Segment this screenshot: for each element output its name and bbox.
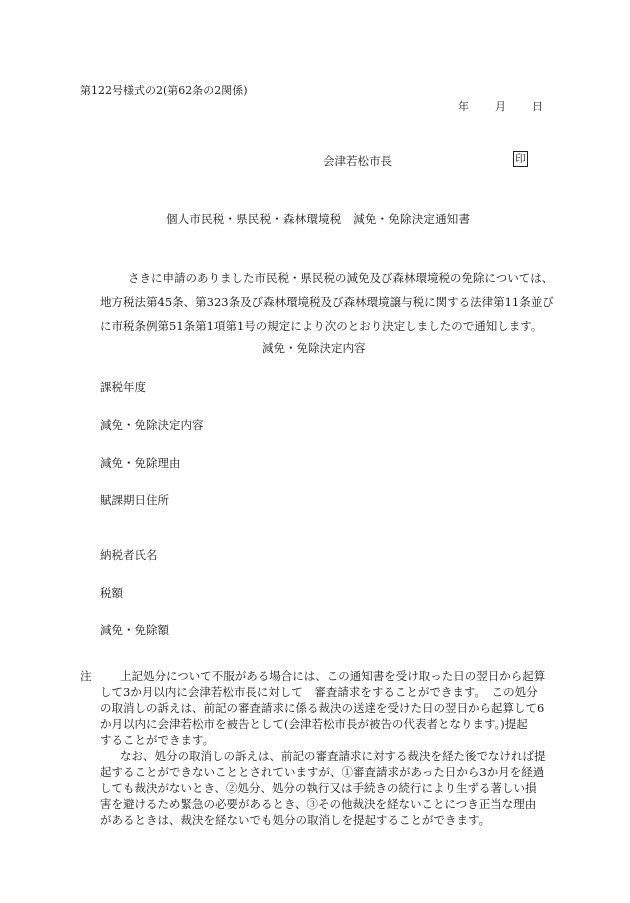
date-year: 年 <box>458 100 469 113</box>
field-reason: 減免・免除理由 <box>100 456 181 470</box>
notes-mark: 注 <box>80 669 92 683</box>
date-day: 日 <box>532 100 543 113</box>
note-line: があるときは、裁決を経ないでも処分の取消しを提起することができます。 <box>100 813 491 827</box>
field-address: 賦課期日住所 <box>100 493 169 507</box>
note-line: することができます。 <box>100 733 215 747</box>
date-month: 月 <box>495 100 506 113</box>
document-title: 個人市民税・県民税・森林環境税 減免・免除決定通知書 <box>166 212 471 226</box>
field-taxpayer-name: 納税者氏名 <box>100 548 158 562</box>
field-reduction-amount: 減免・免除額 <box>100 623 169 637</box>
note-line: 上記処分について不服がある場合には、この通知書を受け取った日の翌日から起算 <box>120 669 546 683</box>
body-text <box>100 266 560 338</box>
addressee: 会津若松市長 <box>323 154 392 168</box>
note-line: か月以内に会津若松市を被告として(会津若松市長が被告の代表者となります。)提起 <box>100 717 528 731</box>
field-decision-content: 減免・免除決定内容 <box>100 418 204 432</box>
body-line: 地方税法第45条、第323条及び森林環境税及び森林環境譲与税に関する法律第11条並び <box>100 295 554 309</box>
body-line: に市税条例第51条第1項第1号の規定により次のとおり決定しましたので通知します。 <box>100 319 543 333</box>
section-title: 減免・免除決定内容 <box>262 341 366 355</box>
field-tax-year: 課税年度 <box>100 380 146 394</box>
seal-mark: 印 <box>513 151 528 167</box>
note-line: しても裁決がないとき、②処分、処分の執行又は手続きの続行により生ずる著しい損 <box>100 781 537 795</box>
form-number: 第122号様式の2(第62条の2関係) <box>80 84 248 97</box>
note-line: の取消しの訴えは、前記の審査請求に係る裁決の送達を受けた日の翌日から起算して6 <box>100 701 545 715</box>
note-line: なお、処分の取消しの訴えは、前記の審査請求に対する裁決を経た後でなければ提 <box>120 749 546 763</box>
note-line: 害を避けるため緊急の必要があるとき、③その他裁決を経ないことにつき正当な理由 <box>100 797 537 811</box>
field-tax-amount: 税額 <box>100 586 123 600</box>
date-line <box>458 98 543 114</box>
notes-content <box>100 668 550 828</box>
note-line: 起することができないこととされていますが、①審査請求があった日から3か月を経過 <box>100 765 545 779</box>
note-line: して3か月以内に会津若松市長に対して 審査請求をすることができます。 この処分 <box>100 685 538 699</box>
body-line: さきに申請のありました市民税・県民税の減免及び森林環境税の免除については、 <box>128 271 554 285</box>
